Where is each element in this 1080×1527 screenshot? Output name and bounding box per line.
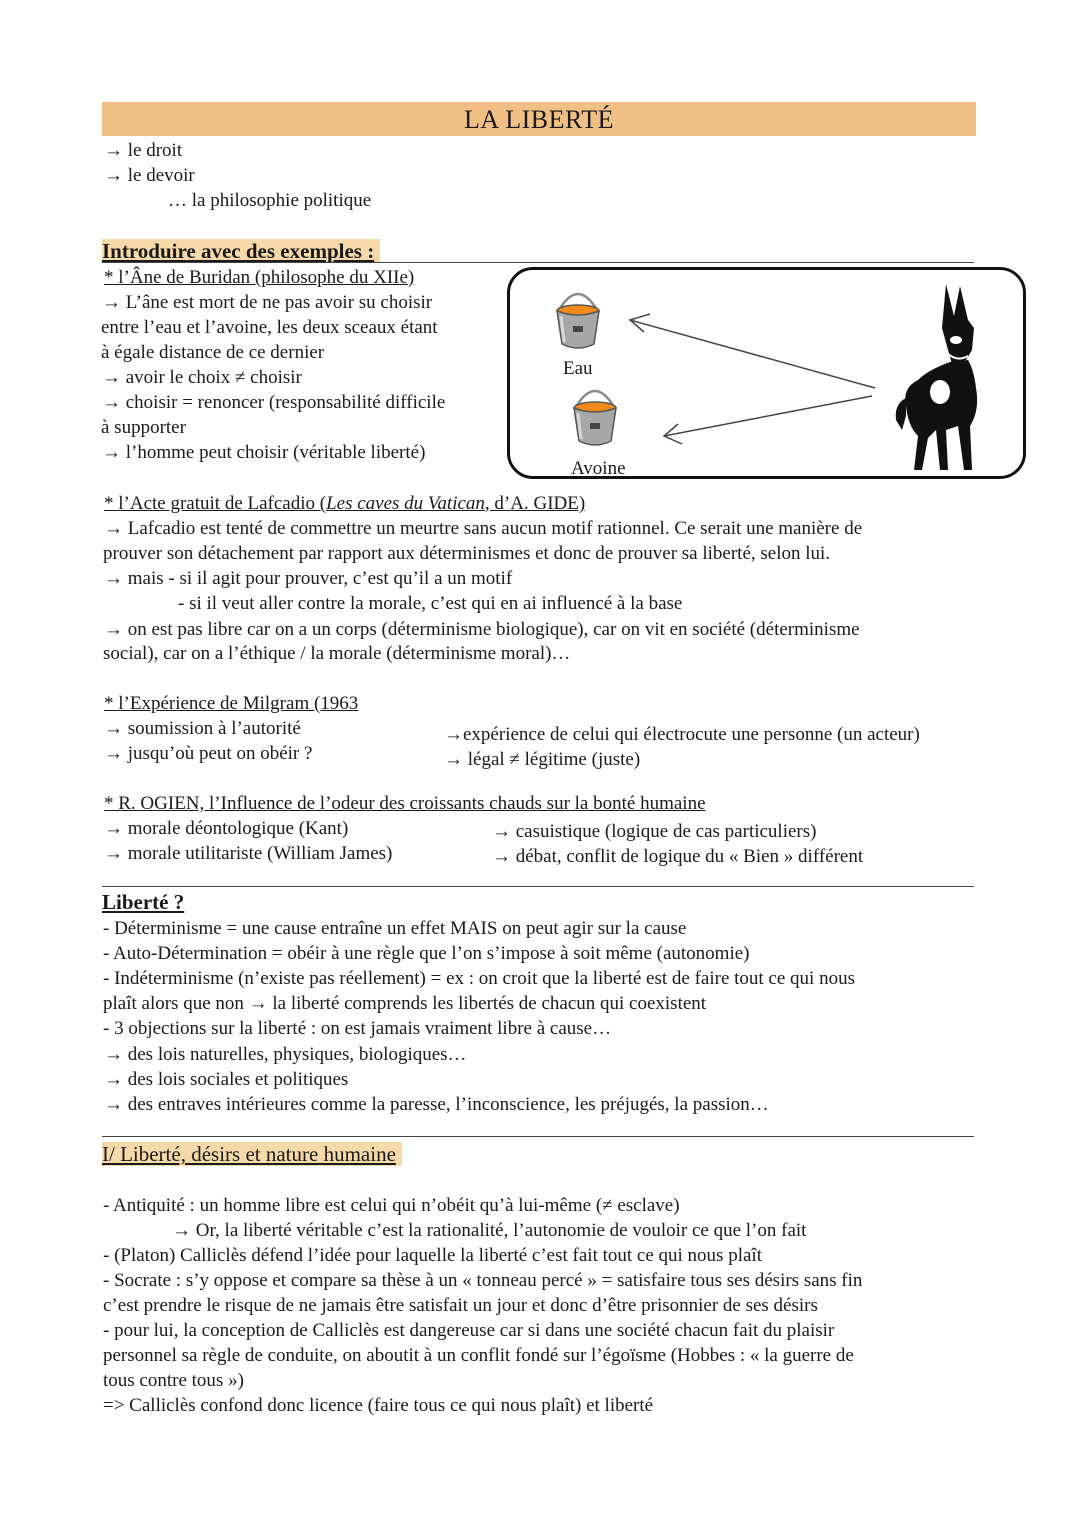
lafcadio-line: social), car on a l’éthique / la morale (déterminisme moral)… xyxy=(103,643,571,664)
liberte-line: plaît alors que non → la liberté comprends les libertés de chacun qui coexistent xyxy=(103,993,707,1014)
liberte-line: - Indéterminisme (n’existe pas réellement) = ex : on croit que la liberté est de faire tout ce qui nous xyxy=(103,968,855,989)
section-divider xyxy=(102,886,974,887)
milgram-right-line: →expérience de celui qui électrocute une personne (un acteur) xyxy=(444,724,920,745)
liberte-line: - Déterminisme = une cause entraîne un effet MAIS on peut agir sur la cause xyxy=(103,918,687,939)
ogien-heading: * R. OGIEN, l’Influence de l’odeur des croissants chauds sur la bonté humaine xyxy=(104,793,706,814)
buridan-line: entre l’eau et l’avoine, les deux sceaux étant xyxy=(101,317,438,338)
intro-line: → le droit xyxy=(104,140,183,161)
milgram-left-line: → jusqu’où peut on obéir ? xyxy=(104,743,313,764)
part-one-line: - pour lui, la conception de Calliclès est dangereuse car si dans une société chacun fait du plaisir xyxy=(103,1320,835,1341)
buridan-line: → l’homme peut choisir (véritable liberté) xyxy=(102,442,426,463)
part-one-line: - Socrate : s’y oppose et compare sa thèse à un « tonneau percé » = satisfaire tous ses désirs sans fin xyxy=(103,1270,863,1291)
liberte-line: → des lois naturelles, physiques, biologiques… xyxy=(104,1044,467,1065)
part-one-line: c’est prendre le risque de ne jamais être satisfait un jour et donc d’être prisonnier de ses désirs xyxy=(103,1295,818,1316)
lafcadio-line: → Lafcadio est tenté de commettre un meurtre sans aucun motif rationnel. Ce serait une manière de xyxy=(104,518,863,539)
section-heading-examples: Introduire avec des exemples : xyxy=(102,238,380,264)
buridan-line: à supporter xyxy=(101,417,186,438)
lafcadio-heading: * l’Acte gratuit de Lafcadio (Les caves du Vatican, d’A. GIDE) xyxy=(104,493,586,514)
section-heading-part-one: I/ Liberté, désirs et nature humaine xyxy=(102,1141,402,1167)
buridan-line: → choisir = renoncer (responsabilité difficile xyxy=(102,392,446,413)
ogien-right-line: → débat, conflit de logique du « Bien » différent xyxy=(492,846,864,867)
title-band xyxy=(102,102,976,136)
bucket-icon xyxy=(569,383,621,449)
oats-label: Avoine xyxy=(571,458,626,479)
heading-rule xyxy=(102,262,974,263)
buridan-line: → avoir le choix ≠ choisir xyxy=(102,367,302,388)
part-one-line: personnel sa règle de conduite, on aboutit à un conflit fondé sur l’égoïsme (Hobbes : « la guerre de xyxy=(103,1345,854,1366)
ogien-left-line: → morale déontologique (Kant) xyxy=(104,818,349,839)
liberte-line: - 3 objections sur la liberté : on est jamais vraiment libre à cause… xyxy=(103,1018,612,1039)
donkey-icon xyxy=(888,280,996,476)
milgram-heading: * l’Expérience de Milgram (1963 xyxy=(104,693,359,714)
liberte-line: → des entraves intérieures comme la paresse, l’inconscience, les préjugés, la passion… xyxy=(104,1094,769,1115)
lafcadio-line: prouver son détachement par rapport aux déterminismes et donc de prouver sa liberté, selon lui. xyxy=(103,543,831,564)
section-heading-liberte: Liberté ? xyxy=(102,890,185,914)
buridan-heading: * l’Âne de Buridan (philosophe du XIIe) xyxy=(104,267,415,288)
water-label: Eau xyxy=(563,358,593,379)
part-one-line: tous contre tous ») xyxy=(103,1370,244,1391)
milgram-left-line: → soumission à l’autorité xyxy=(104,718,301,739)
part-one-line: - Antiquité : un homme libre est celui qui n’obéit qu’à lui-même (≠ esclave) xyxy=(103,1195,680,1216)
arrow-icon xyxy=(620,306,890,456)
lafcadio-line: → on est pas libre car on a un corps (déterminisme biologique), car on vit en société (déterminisme xyxy=(104,619,860,640)
part-one-line: → Or, la liberté véritable c’est la rationalité, l’autonomie de vouloir ce que l’on fait xyxy=(172,1220,807,1241)
page-title: LA LIBERTÉ xyxy=(463,105,615,134)
part-one-line: => Calliclès confond donc licence (faire tous ce qui nous plaît) et liberté xyxy=(103,1395,654,1416)
intro-line: → le devoir xyxy=(104,165,195,186)
buridan-line: à égale distance de ce dernier xyxy=(101,342,325,363)
bucket-icon xyxy=(552,286,604,352)
buridan-line: → L’âne est mort de ne pas avoir su choisir xyxy=(102,292,433,313)
ogien-left-line: → morale utilitariste (William James) xyxy=(104,843,393,864)
intro-line: … la philosophie politique xyxy=(168,190,372,211)
ogien-right-line: → casuistique (logique de cas particuliers) xyxy=(492,821,817,842)
lafcadio-line: - si il veut aller contre la morale, c’est qui en ai influencé à la base xyxy=(178,593,683,614)
liberte-line: → des lois sociales et politiques xyxy=(104,1069,349,1090)
section-divider xyxy=(102,1136,974,1137)
part-one-line: - (Platon) Calliclès défend l’idée pour laquelle la liberté c’est fait tout ce qui nous plaît xyxy=(103,1245,762,1266)
liberte-line: - Auto-Détermination = obéir à une règle que l’on s’impose à soit même (autonomie) xyxy=(103,943,750,964)
milgram-right-line: → légal ≠ légitime (juste) xyxy=(444,749,641,770)
lafcadio-line: → mais - si il agit pour prouver, c’est qu’il a un motif xyxy=(104,568,513,589)
